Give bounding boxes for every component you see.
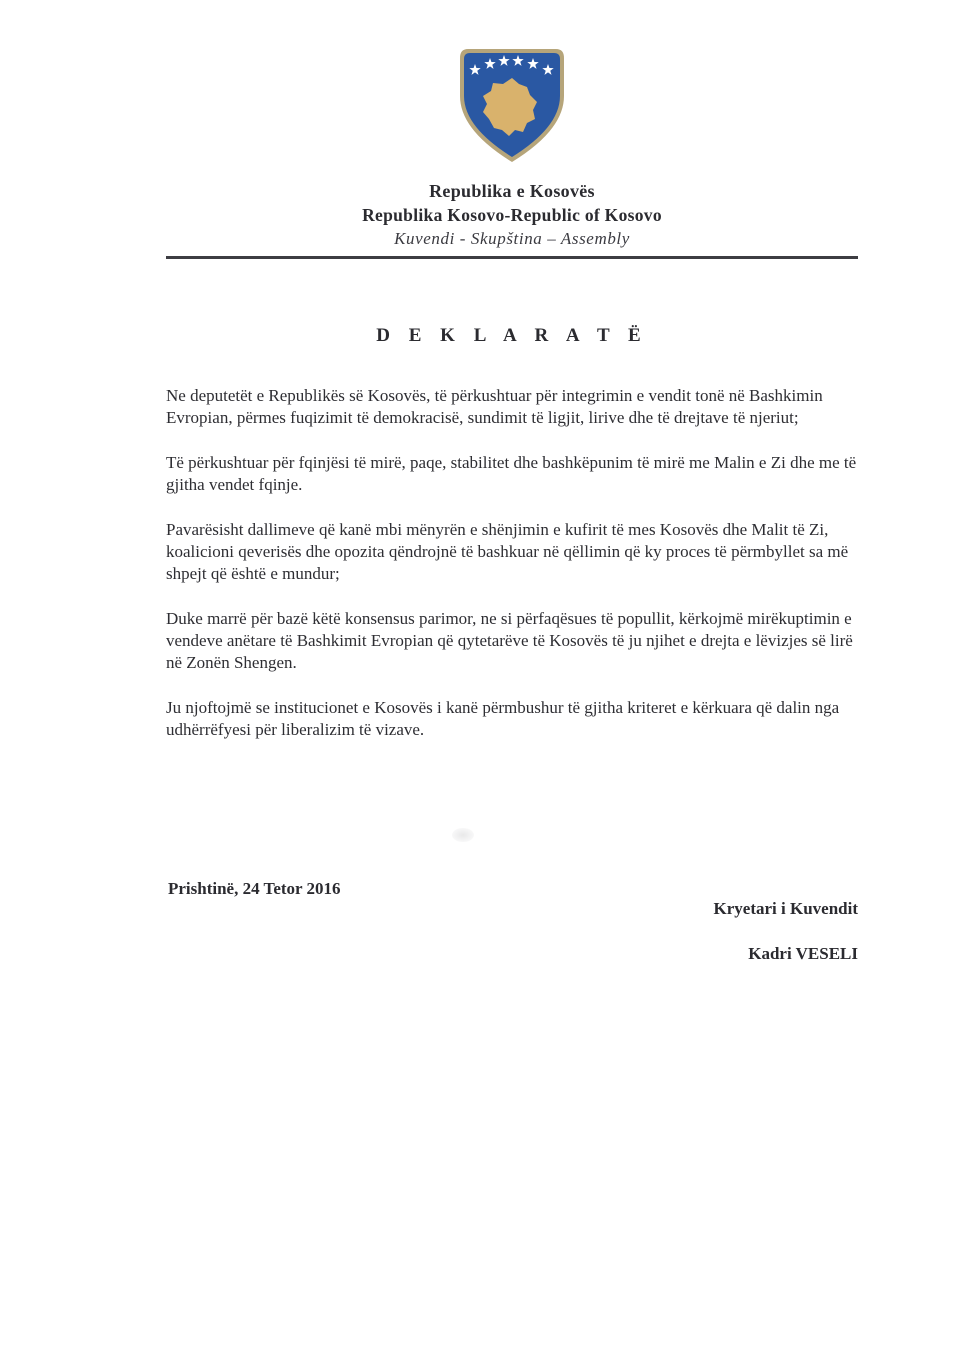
signature-block: [166, 879, 858, 999]
paragraph-5: Ju njoftojmë se institucionet e Kosovës i kanë përmbushur të gjitha kriteret e kërkuara që dalin nga udhërrëfyesi për liberalizim të vizave.: [166, 698, 840, 739]
emblem-container: [166, 46, 858, 171]
paragraph-1: Ne deputetët e Republikës së Kosovës, të përkushtuar për integrimin e vendit tonë në Bashkimin Evropian, përmes fuqizimit të demokracisë, sundimit të ligjit, lirive dhe të drejtave të njeriut;: [166, 386, 823, 427]
document-content: [166, 46, 858, 999]
document-title: D E K L A R A T Ë: [376, 325, 648, 346]
signatory-title: Kryetari i Kuvendit: [713, 899, 858, 918]
header-divider: [166, 256, 858, 259]
header-institution-name: Kuvendi - Skupština – Assembly: [394, 229, 630, 248]
paragraph-4: Duke marrë për bazë këtë konsensus parimor, ne si përfaqësues të popullit, kërkojmë mirëkuptimin e vendeve anëtare të Bashkimit Evropian që qytetarëve të Kosovës të ju njihet e drejta e lëvizjes së lirë në Zonën Shengen.: [166, 609, 853, 672]
paragraph-2: Të përkushtuar për fqinjësi të mirë, paqe, stabilitet dhe bashkëpunim të mirë me Malin e Zi dhe me të gjitha vendet fqinje.: [166, 453, 857, 494]
header-country-name-albanian: Republika e Kosovës: [429, 181, 595, 201]
header-country-name-bilingual: Republika Kosovo-Republic of Kosovo: [362, 205, 662, 225]
signatory-name: Kadri VESELI: [748, 944, 858, 963]
place-and-date: Prishtinë, 24 Tetor 2016: [168, 879, 341, 898]
paragraph-3: Pavarësisht dallimeve që kanë mbi mënyrën e shënjimin e kufirit të mes Kosovës dhe Malit të Zi, koalicioni qeverisës dhe opozita qëndrojnë të bashkuar në qëllimin që ky proces të përmbyllet sa më shpejt që është e mundur;: [166, 520, 849, 583]
kosovo-coat-of-arms-icon: [456, 46, 568, 166]
